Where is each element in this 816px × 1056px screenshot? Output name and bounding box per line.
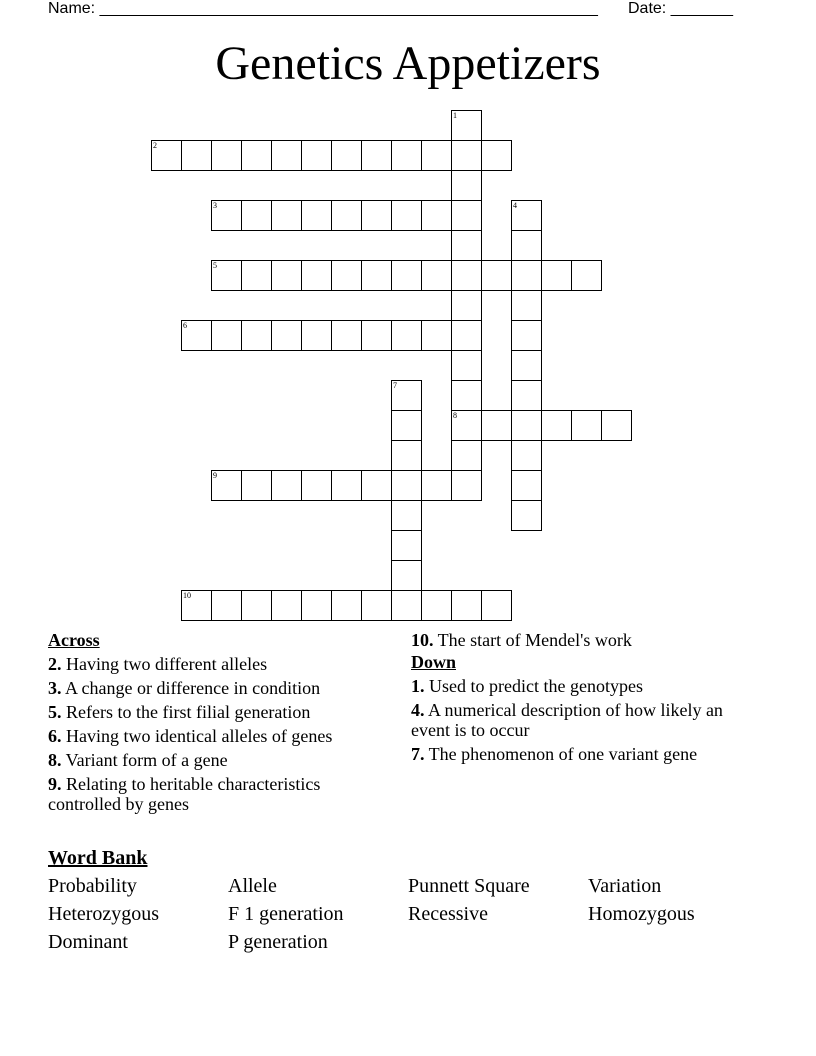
clue-text: A change or difference in condition (61, 678, 321, 698)
crossword-cell[interactable] (391, 470, 422, 501)
crossword-cell[interactable] (511, 410, 542, 441)
clue-number: 8. (48, 750, 62, 770)
word-bank (48, 874, 768, 954)
clue-text: Used to predict the genotypes (424, 676, 643, 696)
crossword-cell[interactable] (361, 260, 392, 291)
crossword-cell[interactable] (481, 590, 512, 621)
word-bank-item: P generation (228, 931, 328, 953)
clue-number: 1. (411, 676, 425, 696)
clue-number-label: 8 (453, 411, 457, 420)
crossword-cell[interactable] (241, 140, 272, 171)
clue-number: 5. (48, 702, 62, 722)
clue-number-label: 2 (153, 141, 157, 150)
clue-item (411, 630, 731, 650)
crossword-cell[interactable] (271, 590, 302, 621)
crossword-cell[interactable] (451, 200, 482, 231)
crossword-cell[interactable] (511, 260, 542, 291)
crossword-cell[interactable] (391, 560, 422, 591)
crossword-cell[interactable] (511, 200, 542, 231)
crossword-cell[interactable] (511, 470, 542, 501)
word-bank-item: Punnett Square (408, 875, 530, 897)
crossword-cell[interactable] (511, 500, 542, 531)
date-field: Date: _______ (628, 0, 733, 17)
crossword-cell[interactable] (301, 260, 332, 291)
crossword-cell[interactable] (181, 140, 212, 171)
crossword-cell[interactable] (571, 410, 602, 441)
crossword-cell[interactable] (421, 320, 452, 351)
crossword-cell[interactable] (541, 410, 572, 441)
crossword-cell[interactable] (361, 320, 392, 351)
clue-number-label: 10 (183, 591, 191, 600)
across-heading: Across (48, 630, 100, 650)
crossword-cell[interactable] (451, 350, 482, 381)
crossword-cell[interactable] (301, 320, 332, 351)
clue-item (48, 726, 378, 746)
crossword-cell[interactable] (241, 590, 272, 621)
crossword-cell[interactable] (271, 140, 302, 171)
crossword-cell[interactable] (451, 170, 482, 201)
crossword-cell[interactable] (391, 410, 422, 441)
crossword-cell[interactable] (301, 140, 332, 171)
crossword-cell[interactable] (481, 410, 512, 441)
crossword-cell[interactable] (211, 470, 242, 501)
crossword-cell[interactable] (451, 230, 482, 261)
clue-number: 6. (48, 726, 62, 746)
crossword-cell[interactable] (271, 470, 302, 501)
clue-text: Relating to heritable characteristics controlled by genes (48, 774, 321, 814)
crossword-cell[interactable] (301, 590, 332, 621)
crossword-cell[interactable] (391, 320, 422, 351)
crossword-cell[interactable] (451, 410, 482, 441)
down-clues (411, 630, 731, 768)
clue-number-label: 4 (513, 201, 517, 210)
crossword-cell[interactable] (511, 350, 542, 381)
clue-number-label: 7 (393, 381, 397, 390)
clue-number: 4. (411, 700, 425, 720)
crossword-cell[interactable] (511, 320, 542, 351)
crossword-cell[interactable] (331, 200, 362, 231)
crossword-cell[interactable] (511, 440, 542, 471)
crossword-cell[interactable] (271, 260, 302, 291)
clue-number-label: 5 (213, 261, 217, 270)
clue-item (48, 678, 378, 698)
crossword-cell[interactable] (391, 530, 422, 561)
crossword-cell[interactable] (301, 200, 332, 231)
clue-text: Variant form of a gene (61, 750, 228, 770)
crossword-cell[interactable] (241, 320, 272, 351)
crossword-cell[interactable] (511, 380, 542, 411)
crossword-cell[interactable] (391, 500, 422, 531)
crossword-cell[interactable] (421, 200, 452, 231)
crossword-cell[interactable] (451, 590, 482, 621)
crossword-cell[interactable] (331, 140, 362, 171)
crossword-cell[interactable] (601, 410, 632, 441)
crossword-cell[interactable] (451, 320, 482, 351)
clue-number-label: 3 (213, 201, 217, 210)
crossword-cell[interactable] (451, 290, 482, 321)
crossword-cell[interactable] (361, 200, 392, 231)
word-bank-item: Probability (48, 875, 137, 897)
clue-item (411, 700, 731, 740)
crossword-cell[interactable] (331, 590, 362, 621)
crossword-cell[interactable] (361, 470, 392, 501)
clue-number: 3. (48, 678, 62, 698)
crossword-cell[interactable] (421, 260, 452, 291)
clue-text: The phenomenon of one variant gene (424, 744, 698, 764)
crossword-cell[interactable] (331, 260, 362, 291)
crossword-cell[interactable] (211, 260, 242, 291)
crossword-cell[interactable] (301, 470, 332, 501)
clue-number-label: 1 (453, 111, 457, 120)
crossword-cell[interactable] (511, 290, 542, 321)
clue-text: Having two identical alleles of genes (61, 726, 333, 746)
crossword-cell[interactable] (241, 260, 272, 291)
down-clue-list (411, 676, 731, 764)
word-bank-item: Recessive (408, 903, 488, 925)
crossword-cell[interactable] (211, 320, 242, 351)
crossword-cell[interactable] (481, 260, 512, 291)
word-bank-item: Allele (228, 875, 277, 897)
crossword-cell[interactable] (541, 260, 572, 291)
crossword-cell[interactable] (391, 260, 422, 291)
crossword-cell[interactable] (451, 140, 482, 171)
clue-text: A numerical description of how likely an event is to occur (411, 700, 723, 740)
word-bank-item: Variation (588, 875, 662, 897)
word-bank-item: Heterozygous (48, 903, 160, 925)
crossword-cell[interactable] (421, 590, 452, 621)
clue-number-label: 6 (183, 321, 187, 330)
clue-number-label: 9 (213, 471, 217, 480)
crossword-cell[interactable] (571, 260, 602, 291)
crossword-cell[interactable] (241, 470, 272, 501)
crossword-cell[interactable] (391, 140, 422, 171)
word-bank-item: F 1 generation (228, 903, 344, 925)
crossword-cell[interactable] (391, 380, 422, 411)
crossword-cell[interactable] (421, 470, 452, 501)
page-title: Genetics Appetizers (215, 37, 601, 90)
crossword-cell[interactable] (331, 320, 362, 351)
clue-text: The start of Mendel's work (433, 630, 632, 650)
crossword-cell[interactable] (451, 260, 482, 291)
clue-text: Refers to the first filial generation (61, 702, 311, 722)
crossword-cell[interactable] (361, 590, 392, 621)
crossword-cell[interactable] (421, 140, 452, 171)
crossword-cell[interactable] (361, 140, 392, 171)
crossword-cell[interactable] (451, 110, 482, 141)
down-heading: Down (411, 652, 457, 672)
crossword-cell[interactable] (451, 380, 482, 411)
name-field: Name: ________________________________________________________ (48, 0, 598, 17)
clue-item (411, 676, 731, 696)
crossword-cell[interactable] (181, 320, 212, 351)
crossword-cell[interactable] (481, 140, 512, 171)
clue-item (48, 702, 378, 722)
crossword-cell[interactable] (211, 200, 242, 231)
crossword-cell[interactable] (271, 320, 302, 351)
crossword-cell[interactable] (391, 200, 422, 231)
crossword-cell[interactable] (391, 590, 422, 621)
clue-number: 10. (411, 630, 434, 650)
across-clues (48, 630, 378, 818)
word-bank-item: Homozygous (588, 903, 695, 925)
crossword-cell[interactable] (451, 470, 482, 501)
clue-text: Having two different alleles (61, 654, 268, 674)
across-clue-list-continued (411, 630, 731, 650)
crossword-cell[interactable] (211, 590, 242, 621)
crossword-cell[interactable] (331, 470, 362, 501)
clue-item (48, 654, 378, 674)
word-bank-title: Word Bank (48, 847, 148, 869)
clue-number: 9. (48, 774, 62, 794)
clue-item (48, 750, 378, 770)
crossword-cell[interactable] (181, 590, 212, 621)
crossword-cell[interactable] (211, 140, 242, 171)
clue-number: 2. (48, 654, 62, 674)
across-clue-list (48, 654, 378, 814)
crossword-cell[interactable] (241, 200, 272, 231)
word-bank-item: Dominant (48, 931, 128, 953)
crossword-cell[interactable] (271, 200, 302, 231)
clue-item (48, 774, 378, 814)
crossword-cell[interactable] (451, 440, 482, 471)
clue-item (411, 744, 731, 764)
crossword-cell[interactable] (391, 440, 422, 471)
clue-number: 7. (411, 744, 425, 764)
crossword-cell[interactable] (151, 140, 182, 171)
crossword-cell[interactable] (511, 230, 542, 261)
